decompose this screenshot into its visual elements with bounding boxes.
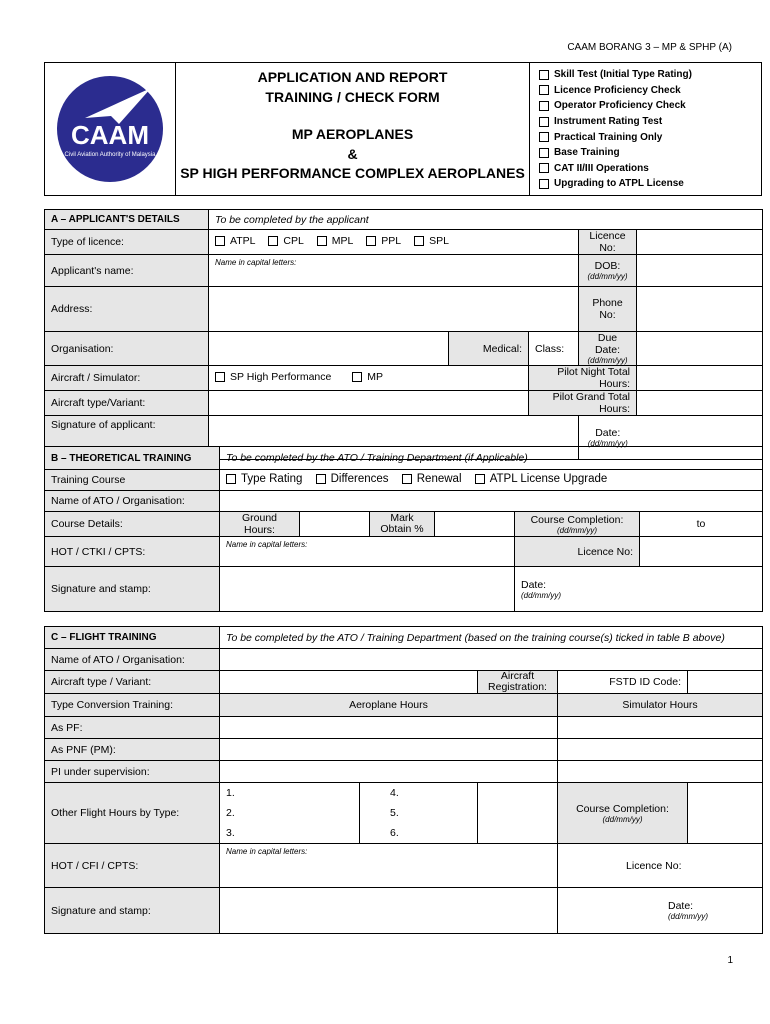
- class-field[interactable]: Class:: [529, 332, 579, 366]
- other-hours-label: Other Flight Hours by Type:: [45, 783, 220, 844]
- pi-sup-label: PI under supervision:: [45, 761, 220, 783]
- checkbox-icon[interactable]: [215, 236, 225, 246]
- training-course-label: Training Course: [45, 470, 220, 491]
- check-type-list: [530, 63, 761, 195]
- as-pf-aeroplane[interactable]: [220, 717, 558, 739]
- course-atpl-upgrade[interactable]: ATPL License Upgrade: [475, 473, 608, 485]
- section-a-table: [44, 209, 763, 460]
- checkbox-icon[interactable]: [317, 236, 327, 246]
- phone-label: Phone No:: [579, 287, 637, 332]
- ato-name-label: Name of ATO / Organisation:: [45, 491, 220, 512]
- hot-label: HOT / CFI / CPTS:: [45, 844, 220, 888]
- aeroplane-hours-header: Aeroplane Hours: [220, 694, 558, 717]
- pi-sup-sim[interactable]: [558, 761, 763, 783]
- signature-label: Signature of applicant:: [45, 416, 209, 460]
- other-hours-col2[interactable]: 4. 5. 6.: [360, 783, 478, 844]
- form-title: [176, 63, 530, 195]
- option-mp[interactable]: MP: [352, 371, 383, 383]
- form-code: CAAM BORANG 3 – MP & SPHP (A): [567, 42, 732, 53]
- checkbox-icon[interactable]: [539, 179, 549, 189]
- course-completion-field[interactable]: to: [640, 512, 763, 537]
- organisation-label: Organisation:: [45, 332, 209, 366]
- ato-name-label: Name of ATO / Organisation:: [45, 649, 220, 671]
- section-b-title: B – THEORETICAL TRAINING: [45, 447, 220, 470]
- checkbox-icon[interactable]: [366, 236, 376, 246]
- simulator-hours-header: Simulator Hours: [558, 694, 763, 717]
- as-pf-sim[interactable]: [558, 717, 763, 739]
- logo-subtitle: Civil Aviation Authority of Malaysia: [64, 152, 156, 158]
- licence-cpl[interactable]: CPL: [268, 235, 303, 247]
- page-number: 1: [727, 955, 733, 966]
- licence-no-field[interactable]: [637, 230, 763, 255]
- aircraft-sim-label: Aircraft / Simulator:: [45, 366, 209, 391]
- checkbox-icon[interactable]: [539, 132, 549, 142]
- date-field[interactable]: [688, 888, 763, 934]
- licence-type-options: [209, 230, 579, 255]
- section-b-table: [44, 446, 763, 612]
- training-course-options: [220, 470, 763, 491]
- sig-stamp-field[interactable]: [220, 567, 515, 612]
- dob-field[interactable]: [637, 255, 763, 287]
- ground-hours-label: Ground Hours:: [220, 512, 300, 537]
- title-line3: MP AEROPLANES: [291, 126, 414, 142]
- address-field[interactable]: [209, 287, 579, 332]
- mark-obtain-label: Mark Obtain %: [370, 512, 435, 537]
- check-operator-proficiency[interactable]: Operator Proficiency Check: [539, 98, 761, 114]
- option-sp-high[interactable]: SP High Performance: [215, 371, 331, 383]
- aircraft-type-label: Aircraft type / Variant:: [45, 671, 220, 694]
- section-a-note: To be completed by the applicant: [209, 210, 763, 230]
- course-completion-label: Course Completion: (dd/mm/yy): [515, 512, 640, 537]
- checkbox-icon[interactable]: [215, 372, 225, 382]
- checkbox-icon[interactable]: [539, 148, 549, 158]
- aircraft-reg-label: Aircraft Registration:: [478, 671, 558, 694]
- applicant-name-field[interactable]: Name in capital letters:: [209, 255, 579, 287]
- due-date-label: Due Date: (dd/mm/yy): [579, 332, 637, 366]
- section-b-note: To be completed by the ATO / Training Department (if Applicable): [220, 447, 763, 470]
- check-instrument-rating[interactable]: Instrument Rating Test: [539, 114, 761, 130]
- pilot-night-field[interactable]: [637, 366, 763, 391]
- licence-no-field[interactable]: [640, 537, 763, 567]
- aircraft-type-field[interactable]: [220, 671, 478, 694]
- as-pnf-sim[interactable]: [558, 739, 763, 761]
- as-pf-label: As PF:: [45, 717, 220, 739]
- address-label: Address:: [45, 287, 209, 332]
- checkbox-icon[interactable]: [316, 474, 326, 484]
- section-c-title: C – FLIGHT TRAINING: [45, 627, 220, 649]
- pi-sup-aeroplane[interactable]: [220, 761, 558, 783]
- check-upgrade-atpl[interactable]: Upgrading to ATPL License: [539, 176, 761, 192]
- dob-label: DOB: (dd/mm/yy): [579, 255, 637, 287]
- check-licence-proficiency[interactable]: Licence Proficiency Check: [539, 83, 761, 99]
- organisation-field[interactable]: [209, 332, 449, 366]
- checkbox-icon[interactable]: [539, 70, 549, 80]
- sig-stamp-label: Signature and stamp:: [45, 888, 220, 934]
- sig-stamp-field[interactable]: [220, 888, 558, 934]
- course-type-rating[interactable]: Type Rating: [226, 473, 302, 485]
- checkbox-icon[interactable]: [268, 236, 278, 246]
- type-licence-label: Type of licence:: [45, 230, 209, 255]
- licence-no-label: Licence No:: [579, 230, 637, 255]
- caam-logo: [55, 74, 165, 184]
- licence-ppl[interactable]: PPL: [366, 235, 401, 247]
- ato-name-field[interactable]: [220, 491, 763, 512]
- pilot-grand-field[interactable]: [637, 391, 763, 416]
- licence-no-label: Licence No:: [558, 844, 688, 888]
- licence-atpl[interactable]: ATPL: [215, 235, 255, 247]
- checkbox-icon[interactable]: [539, 163, 549, 173]
- form-header: [44, 62, 762, 196]
- check-skill-test[interactable]: Skill Test (Initial Type Rating): [539, 67, 761, 83]
- checkbox-icon[interactable]: [539, 101, 549, 111]
- course-details-label: Course Details:: [45, 512, 220, 537]
- licence-no-field[interactable]: [688, 844, 763, 888]
- licence-mpl[interactable]: MPL: [317, 235, 354, 247]
- mark-field[interactable]: [435, 512, 515, 537]
- course-differences[interactable]: Differences: [316, 473, 389, 485]
- due-date-field[interactable]: [637, 332, 763, 366]
- aircraft-type-label: Aircraft type/Variant:: [45, 391, 209, 416]
- ato-name-field[interactable]: [220, 649, 763, 671]
- as-pnf-label: As PNF (PM):: [45, 739, 220, 761]
- section-a-title: A – APPLICANT'S DETAILS: [45, 210, 209, 230]
- checkbox-icon[interactable]: [402, 474, 412, 484]
- checkbox-icon[interactable]: [226, 474, 236, 484]
- check-base-training[interactable]: Base Training: [539, 145, 761, 161]
- aircraft-sim-options: [209, 366, 529, 391]
- aircraft-type-field[interactable]: [209, 391, 529, 416]
- fstd-label: FSTD ID Code:: [609, 676, 681, 688]
- applicant-name-label: Applicant's name:: [45, 255, 209, 287]
- medical-label: Medical:: [449, 332, 529, 366]
- pilot-grand-label: Pilot Grand Total Hours:: [529, 391, 637, 416]
- course-completion-field[interactable]: [688, 783, 763, 844]
- checkbox-icon[interactable]: [475, 474, 485, 484]
- checkbox-icon[interactable]: [414, 236, 424, 246]
- aircraft-reg-field[interactable]: [558, 671, 688, 694]
- course-renewal[interactable]: Renewal: [402, 473, 462, 485]
- sig-stamp-label: Signature and stamp:: [45, 567, 220, 612]
- checkbox-icon[interactable]: [539, 117, 549, 127]
- licence-no-label: Licence No:: [515, 537, 640, 567]
- date-label: Date: (dd/mm/yy): [579, 416, 637, 460]
- checkbox-icon[interactable]: [352, 372, 362, 382]
- hot-name-field[interactable]: Name in capital letters:: [220, 537, 515, 567]
- as-pnf-aeroplane[interactable]: [220, 739, 558, 761]
- pilot-night-label: Pilot Night Total Hours:: [529, 366, 637, 391]
- other-hours-col1[interactable]: 1. 2. 3.: [220, 783, 360, 844]
- hot-name-field[interactable]: Name in capital letters:: [220, 844, 558, 888]
- section-c-table: [44, 626, 763, 934]
- check-cat-ops[interactable]: CAT II/III Operations: [539, 161, 761, 177]
- date-label: Date: (dd/mm/yy): [515, 567, 640, 612]
- phone-field[interactable]: [637, 287, 763, 332]
- date-label: Date: (dd/mm/yy): [558, 888, 688, 934]
- hot-label: HOT / CTKI / CPTS:: [45, 537, 220, 567]
- title-line4: &: [347, 145, 358, 162]
- ground-hours-field[interactable]: [300, 512, 370, 537]
- checkbox-icon[interactable]: [539, 85, 549, 95]
- title-line2: TRAINING / CHECK FORM: [265, 88, 440, 105]
- title-line1: APPLICATION AND REPORT: [257, 69, 448, 85]
- logo-cell: [45, 63, 176, 195]
- fstd-field[interactable]: [688, 671, 763, 694]
- title-line5: SP HIGH PERFORMANCE COMPLEX AEROPLANES: [180, 165, 525, 181]
- date-field[interactable]: [640, 567, 763, 612]
- licence-spl[interactable]: SPL: [414, 235, 449, 247]
- course-completion-label: Course Completion: (dd/mm/yy): [558, 783, 688, 844]
- check-practical-training[interactable]: Practical Training Only: [539, 129, 761, 145]
- type-conv-label: Type Conversion Training:: [45, 694, 220, 717]
- section-c-note: To be completed by the ATO / Training Department (based on the training course(s) ticked in table B above): [220, 627, 763, 649]
- logo-text: CAAM: [71, 120, 149, 150]
